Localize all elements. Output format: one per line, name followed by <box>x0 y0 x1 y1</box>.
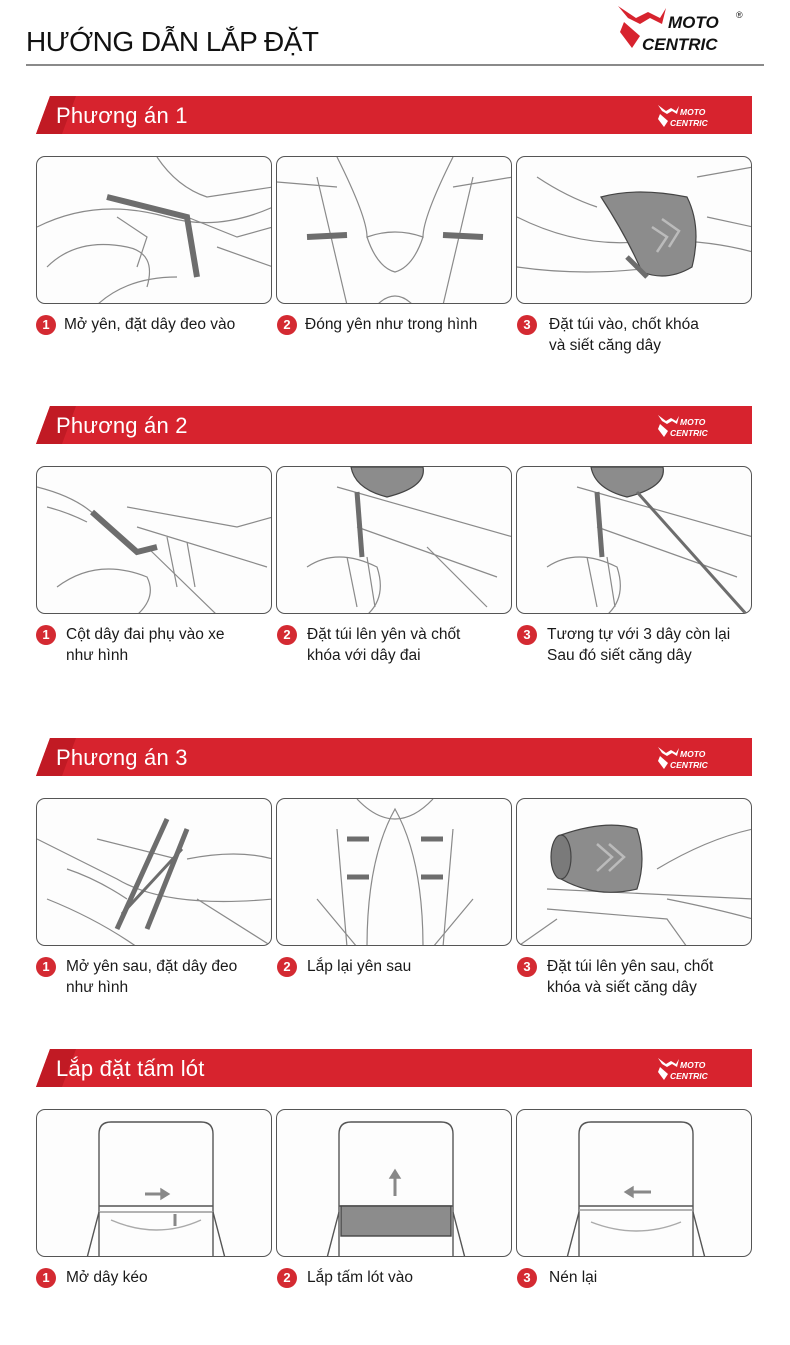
step-illustration-1 <box>36 1109 272 1257</box>
section-banner <box>36 406 752 444</box>
svg-text:CENTRIC: CENTRIC <box>670 1071 708 1081</box>
step-illustration-3 <box>516 466 752 614</box>
step-text: Mở dây kéo <box>66 1269 148 1286</box>
step-text: Lắp tấm lót vào <box>307 1269 413 1286</box>
svg-text:MOTO: MOTO <box>680 417 706 427</box>
svg-text:MOTO: MOTO <box>680 107 706 117</box>
step-number-badge: 3 <box>517 1268 537 1288</box>
step-illustrations <box>36 798 754 946</box>
svg-text:MOTO: MOTO <box>680 749 706 759</box>
step-illustration-3 <box>516 1109 752 1257</box>
steps-row <box>36 624 766 674</box>
section-banner <box>36 96 752 134</box>
logo-swoosh <box>620 22 640 48</box>
step-illustration-2 <box>276 466 512 614</box>
logo-helmet-mark <box>618 6 666 24</box>
header-divider <box>26 64 764 66</box>
section-title: Phương án 1 <box>56 103 188 128</box>
brand-logo <box>614 2 764 56</box>
step-illustration-3 <box>516 798 752 946</box>
banner-logo <box>656 413 722 439</box>
step-text: như hình <box>66 647 129 664</box>
step-text: Mở yên sau, đặt dây đeo <box>66 958 238 975</box>
section-phuong-an-2 <box>0 406 790 676</box>
step-illustration-1 <box>36 798 272 946</box>
step-number-badge: 2 <box>277 315 297 335</box>
section-banner <box>36 1049 752 1087</box>
step-text: Sau đó siết căng dây <box>547 647 692 664</box>
step-illustration-2 <box>276 1109 512 1257</box>
step-illustration-1 <box>36 466 272 614</box>
step-number-badge: 3 <box>517 315 537 335</box>
section-banner <box>36 738 752 776</box>
svg-text:CENTRIC: CENTRIC <box>670 118 708 128</box>
step-number-badge: 1 <box>36 957 56 977</box>
step-number-badge: 1 <box>36 1268 56 1288</box>
step-illustrations <box>36 156 754 304</box>
banner-logo <box>656 745 722 771</box>
step-illustration-1 <box>36 156 272 304</box>
step-text: và siết căng dây <box>549 337 662 354</box>
step-illustrations <box>36 466 754 614</box>
step-illustrations <box>36 1109 754 1257</box>
step-illustration-2 <box>276 798 512 946</box>
page-header <box>0 0 790 68</box>
section-lap-dat-tam-lot <box>0 1049 790 1309</box>
step-illustration-3 <box>516 156 752 304</box>
step-text: khóa và siết căng dây <box>547 979 697 996</box>
steps-row <box>36 956 766 1006</box>
steps-row <box>36 1267 766 1297</box>
step-text: Lắp lại yên sau <box>307 958 412 975</box>
section-phuong-an-3 <box>0 738 790 1008</box>
step-text: Đóng yên như trong hình <box>305 316 478 333</box>
step-text: khóa với dây đai <box>307 647 421 664</box>
logo-registered-mark: ® <box>736 10 743 20</box>
section-title: Phương án 2 <box>56 413 188 438</box>
steps-row <box>36 314 766 364</box>
step-text: Mở yên, đặt dây đeo vào <box>64 316 236 333</box>
step-text: Nén lại <box>549 1269 598 1286</box>
step-number-badge: 1 <box>36 315 56 335</box>
step-illustration-2 <box>276 156 512 304</box>
section-title: Lắp đặt tấm lót <box>56 1056 205 1081</box>
step-number-badge: 2 <box>277 957 297 977</box>
step-number-badge: 3 <box>517 625 537 645</box>
step-text: Đặt túi vào, chốt khóa <box>549 316 699 333</box>
banner-logo <box>656 1056 722 1082</box>
step-number-badge: 2 <box>277 1268 297 1288</box>
step-number-badge: 1 <box>36 625 56 645</box>
step-text: Tương tự với 3 dây còn lại <box>547 626 731 643</box>
step-text: như hình <box>66 979 129 996</box>
step-number-badge: 2 <box>277 625 297 645</box>
svg-text:MOTO: MOTO <box>680 1060 706 1070</box>
svg-text:CENTRIC: CENTRIC <box>670 760 708 770</box>
logo-top-text: MOTO <box>668 13 719 32</box>
svg-text:CENTRIC: CENTRIC <box>670 428 708 438</box>
step-number-badge: 3 <box>517 957 537 977</box>
section-phuong-an-1 <box>0 96 790 366</box>
page-title: HƯỚNG DẪN LẮP ĐẶT <box>26 26 319 57</box>
step-text: Cột dây đai phụ vào xe <box>66 626 225 643</box>
step-text: Đặt túi lên yên sau, chốt <box>547 958 714 975</box>
banner-logo <box>656 103 722 129</box>
step-text: Đặt túi lên yên và chốt <box>307 626 461 643</box>
logo-bottom-text: CENTRIC <box>642 35 718 54</box>
section-title: Phương án 3 <box>56 745 188 770</box>
